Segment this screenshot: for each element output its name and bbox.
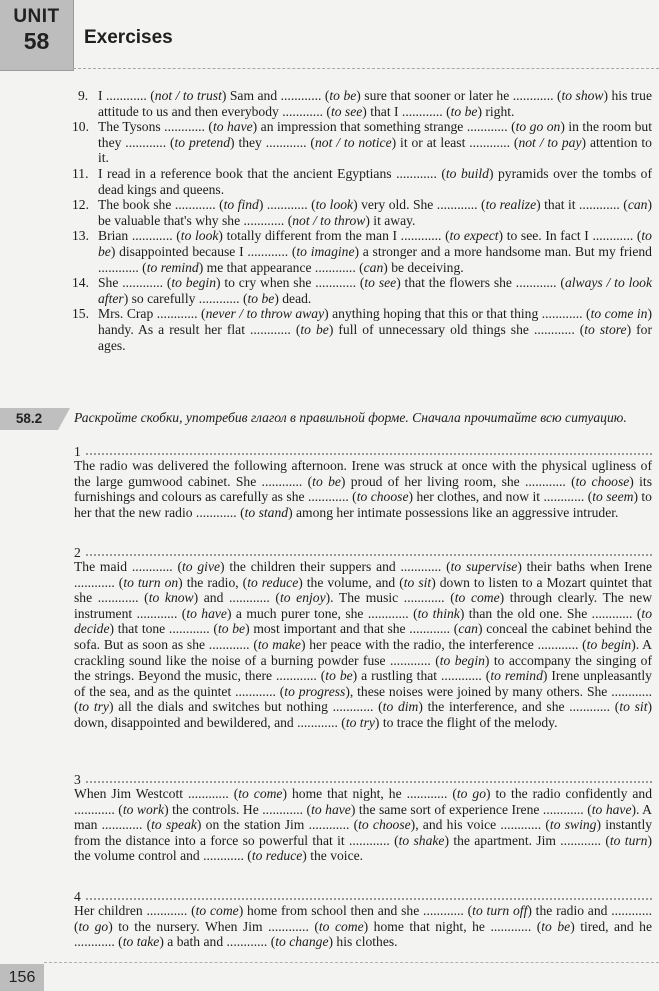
situation-3 [74, 772, 652, 864]
exercise-item [72, 88, 652, 119]
item-number: 13. [72, 228, 89, 244]
item-number: 10. [72, 119, 89, 135]
situation-number: 3 [74, 772, 652, 786]
situation-text: The radio was delivered the following afternoon. Irene was struck at once with the physical ugliness of the large gumwood cabinet. She ............ (to be) proud of her living room, she ............ (to choose) its furnishings and colours as carefully as she ............ (to choose) her clothes, and now it ............ (to seem) to her that the new radio ............ (to stand) among her intimate possessions like an aggressive intruder. [74, 458, 652, 520]
situation-text: The maid ............ (to give) the children their suppers and ............ (to supervise) their baths when Irene ............ (to turn on) the radio, (to reduce) the volume, and (to sit) down to listen to a Mozart quintet that she ............ (to know) and ............ (to enjoy). The music ............ (to come) through clearly. The new instrument ............ (to have) a much purer tone, she ............ (to think) than the old one. She ............ (to decide) that tone ............ (to be) most important and that she ............ (can) conceal the cabinet behind the sofa. But as soon as she ............ (to make) her peace with the radio, the interference ............ (to begin). A crackling sound like the noise of a burning powder fuse ............ (to begin) to accompany the singing of the strings. Beyond the music, there ............ (to be) a rustling that ............ (to remind) Irene unpleasantly of the sea, and as the quintet ............ (to progress), these noises were joined by many others. She ............ (to try) all the dials and switches but nothing ............ (to dim) the interference, and she ............ (to sit) down, disappointed and bewildered, and ............ (to try) to trace the flight of the melody. [74, 559, 653, 730]
exercise-item [72, 228, 652, 275]
unit-badge [0, 0, 74, 71]
page-title: Exercises [84, 27, 173, 48]
page-number: 156 [0, 964, 44, 991]
item-number: 11. [72, 165, 89, 181]
situation-2 [74, 545, 652, 731]
exercise-item [72, 119, 652, 166]
unit-number: 58 [23, 28, 50, 54]
exercise-item [72, 275, 652, 306]
exercise-item [72, 306, 652, 353]
item-text: I read in a reference book that the ancient Egyptians ............ (to build) pyramids over the tombs of dead kings and queens. [98, 165, 652, 197]
header-divider [73, 68, 659, 69]
section-instruction: Раскройте скобки, употребив глагол в правильной форме. Сначала прочитайте всю ситуацию. [74, 410, 627, 425]
item-number: 9. [78, 88, 89, 103]
situation-text: Her children ............ (to come) home from school then and she ............ (to turn off) the radio and ............ (to go) to the nursery. When Jim ............ (to come) home that night, he ............ (to be) tired, and he ............ (to take) a bath and ............ (to change) his clothes. [74, 903, 653, 950]
exercise-item [72, 166, 652, 197]
situation-1 [74, 444, 652, 520]
item-text: The book she ............ (to find) ............ (to look) very old. She ............ (to realize) that it ............ (can) be valuable that's why she ............ (not / to throw) it away. [98, 197, 652, 228]
situation-4 [74, 889, 652, 950]
exercise-items [72, 88, 652, 353]
item-text: She ............ (to begin) to cry when she ............ (to see) that the flowers she ............ (always / to look after) so carefully ............ (to be) dead. [98, 275, 652, 306]
situation-number: 1 [74, 444, 652, 458]
item-text: Brian ............ (to look) totally different from the man I ............ (to expect) to see. In fact I ............ (to be) disappointed because I ............ (to imagine) a stronger and a more handsome man. But my friend ............ (to remind) me that appearance ............ (can) be deceiving. [98, 228, 652, 275]
situation-number: 2 [74, 545, 652, 559]
item-text: I ............ (not / to trust) Sam and ............ (to be) sure that sooner or later he ............ (to show) his true attitude to us and then everybody ............ (to see) that I ............ (to be) right. [98, 88, 652, 119]
item-number: 15. [72, 306, 89, 322]
situation-number: 4 [74, 889, 652, 903]
item-number: 14. [72, 275, 89, 291]
item-number: 12. [72, 197, 89, 213]
item-text: Mrs. Crap ............ (never / to throw away) anything hoping that this or that thing ............ (to come in) handy. As a result her flat ............ (to be) full of unnecessary old things she ............ (to store) for ages. [98, 306, 652, 353]
item-text: The Tysons ............ (to have) an impression that something strange ............ (to go on) in the room but they ............ (to pretend) they ............ (not / to notice) it or at least ............ (not / to pay) attention to it. [98, 119, 653, 166]
unit-label: UNIT [13, 6, 60, 27]
section-badge: 58.2 [0, 408, 58, 430]
exercise-item [72, 197, 652, 228]
situation-text: When Jim Westcott ............ (to come) home that night, he ............ (to go) to the radio confidently and ............ (to work) the controls. He ............ (to have) the same sort of experience Irene ............ (to have). A man ............ (to speak) on the station Jim ............ (to choose), and his voice ............ (to swing) instantly from the distance into a force so powerful that it ............ (to shake) the apartment. Jim ............ (to turn) the volume control and ............ (to reduce) the voice. [74, 786, 653, 864]
footer-divider [44, 962, 659, 963]
